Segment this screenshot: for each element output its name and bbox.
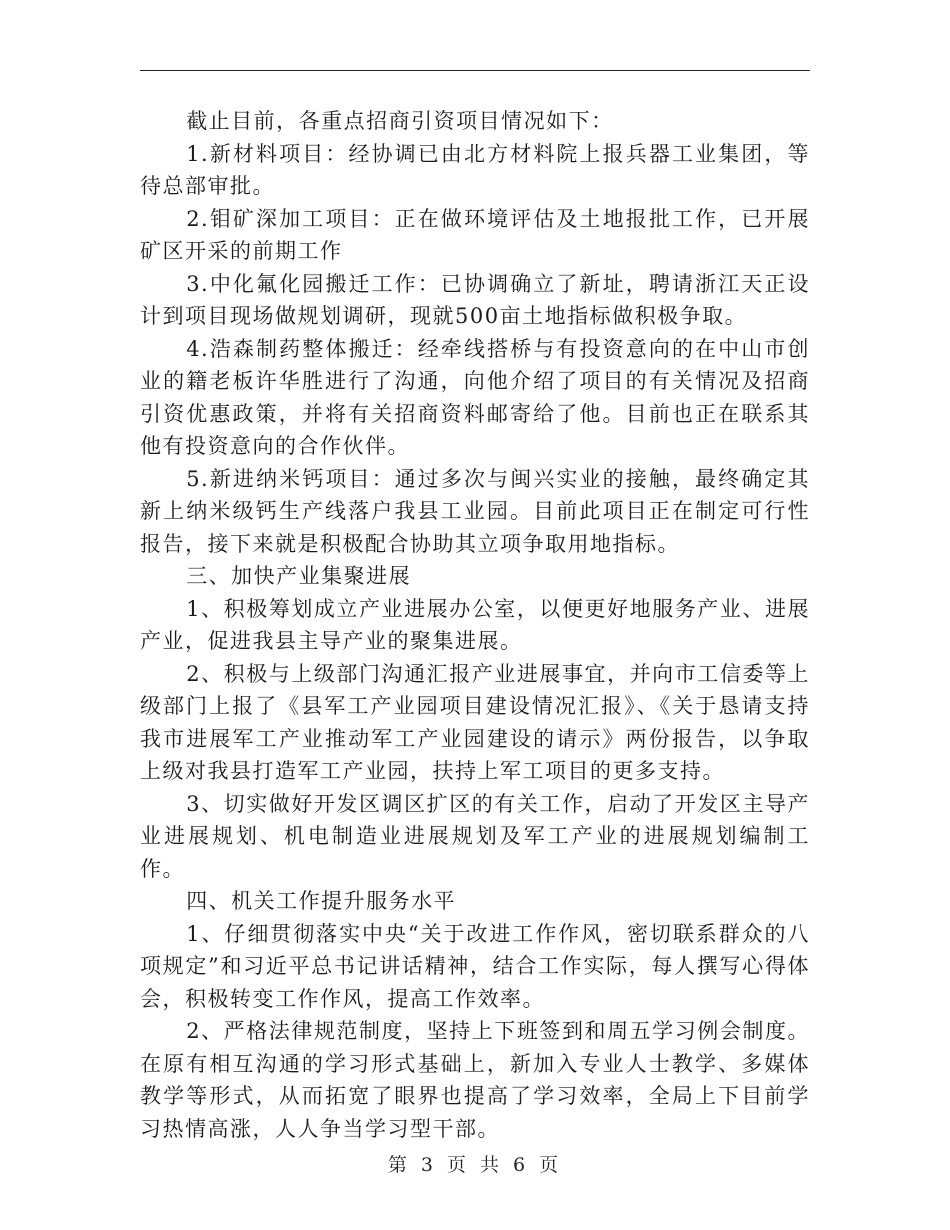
section-heading: 四、机关工作提升服务水平 (186, 889, 457, 913)
paragraph: 5.新进纳米钙项目：通过多次与闽兴实业的接触，最终确定其新上纳米级钙生产线落户我县工业园。目前此项目正在制定可行性报告，接下来就是积极配合协助其立项争取用地指标。 (140, 466, 810, 556)
paragraph: 1、仔细贯彻落实中央“关于改进工作作风，密切联系群众的八项规定”和习近平总书记讲话精神，结合工作实际，每人撰写心得体会，积极转变工作作风，提高工作效率。 (140, 921, 810, 1011)
paragraph: 3、切实做好开发区调区扩区的有关工作，启动了开发区主导产业进展规划、机电制造业进展规划及军工产业的进展规划编制工作。 (140, 791, 810, 881)
paragraph: 1.新材料项目：经协调已由北方材料院上报兵器工业集团，等待总部审批。 (140, 141, 810, 198)
page-number: 第 3 页 共 6 页 (387, 1154, 563, 1176)
section-heading: 三、加快产业集聚进展 (186, 564, 412, 588)
paragraph: 2.钼矿深加工项目：正在做环境评估及土地报批工作，已开展矿区开采的前期工作 (140, 206, 810, 263)
paragraph: 1、积极筹划成立产业进展办公室，以便更好地服务产业、进展产业，促进我县主导产业的聚集进展。 (140, 596, 810, 653)
paragraph: 2、严格法律规范制度，坚持上下班签到和周五学习例会制度。在原有相互沟通的学习形式基础上，新加入专业人士教学、多媒体教学等形式，从而拓宽了眼界也提高了学习效率，全局上下目前学习热情高涨，人人争当学习型干部。 (140, 1019, 810, 1141)
paragraph: 3.中化氟化园搬迁工作：已协调确立了新址，聘请浙江天正设计到项目现场做规划调研，现就500亩土地指标做积极争取。 (140, 271, 810, 328)
paragraph: 4.浩森制药整体搬迁：经牵线搭桥与有投资意向的在中山市创业的籍老板许华胜进行了沟通，向他介绍了项目的有关情况及招商引资优惠政策，并将有关招商资料邮寄给了他。目前也正在联系其他有投资意向的合作伙伴。 (140, 336, 810, 458)
document-body (140, 105, 810, 1145)
header-rule (140, 70, 810, 71)
paragraph: 截止目前，各重点招商引资项目情况如下： (186, 109, 614, 133)
paragraph: 2、积极与上级部门沟通汇报产业进展事宜，并向市工信委等上级部门上报了《县军工产业园项目建设情况汇报》、《关于恳请支持我市进展军工产业推动军工产业园建设的请示》两份报告，以争取上级对我县打造军工产业园，扶持上军工项目的更多支持。 (140, 661, 810, 783)
